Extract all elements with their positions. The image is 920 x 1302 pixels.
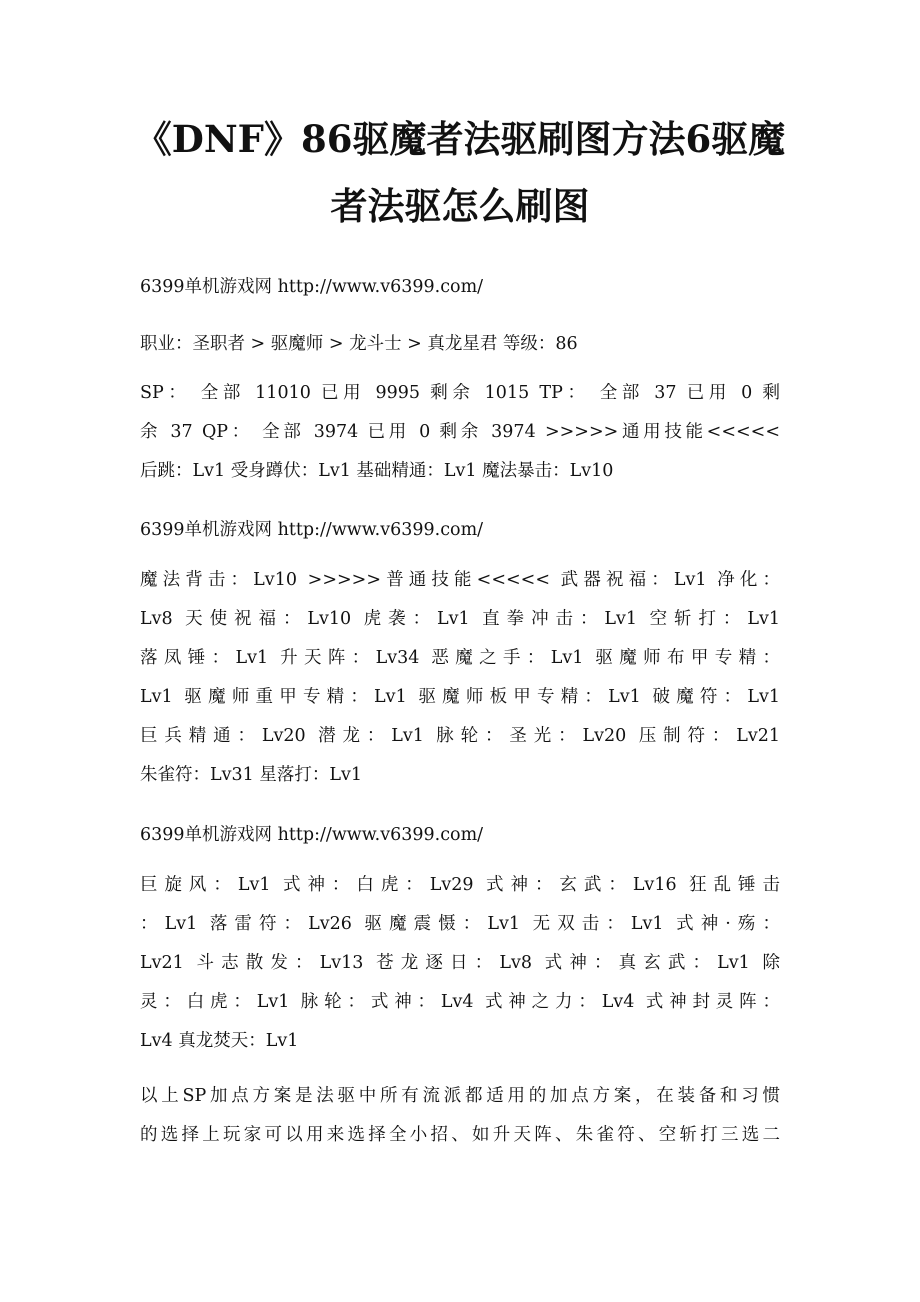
skills-row: Lv21 斗志散发：Lv13 苍龙逐日：Lv8 式神：真玄武：Lv1 除 [140, 953, 780, 973]
skills-row: 巨旋风：Lv1 式神：白虎：Lv29 式神：玄武：Lv16 狂乱锤击 [140, 875, 780, 895]
stats-row: SP： 全部 11010 已用 9995 剩余 1015 TP： 全部 37 已用 0 剩 [140, 383, 780, 403]
source-line-2: 6399单机游戏网 http://www.v6399.com/ [140, 520, 484, 540]
skills-row: Lv8 天使祝福：Lv10 虎袭：Lv1 直拳冲击：Lv1 空斩打：Lv1 [140, 609, 780, 629]
skills-row: ：Lv1 落雷符：Lv26 驱魔震慑：Lv1 无双击：Lv1 式神·殇： [140, 914, 780, 934]
title-line-1: 《DNF》86驱魔者法驱刷图方法6驱魔 [134, 117, 786, 161]
stats-row: 余 37 QP： 全部 3974 已用 0 剩余 3974 >>>>>通用技能<<<<< [140, 422, 780, 442]
career-line: 职业：圣职者 > 驱魔师 > 龙斗士 > 真龙星君 等级：86 [140, 334, 578, 354]
skills-row: 落凤锤：Lv1 升天阵：Lv34 恶魔之手：Lv1 驱魔师布甲专精： [140, 648, 780, 668]
skills-paragraph-1 [140, 561, 780, 795]
stats-paragraph [140, 374, 780, 491]
summary-row: 的选择上玩家可以用来选择全小招、如升天阵、朱雀符、空斩打三选二 [140, 1125, 780, 1145]
source-line-1: 6399单机游戏网 http://www.v6399.com/ [140, 277, 484, 297]
stats-row: 后跳：Lv1 受身蹲伏：Lv1 基础精通：Lv1 魔法暴击：Lv10 [140, 461, 614, 481]
document-title [120, 106, 800, 240]
skills-paragraph-2 [140, 866, 780, 1061]
skills-row: 灵：白虎：Lv1 脉轮：式神：Lv4 式神之力：Lv4 式神封灵阵： [140, 992, 780, 1012]
title-line-2: 者法驱怎么刷图 [330, 184, 590, 228]
skills-row: 朱雀符：Lv31 星落打：Lv1 [140, 765, 362, 785]
source-line-3: 6399单机游戏网 http://www.v6399.com/ [140, 825, 484, 845]
summary-paragraph [140, 1077, 780, 1155]
skills-row: 巨兵精通：Lv20 潜龙：Lv1 脉轮：圣光：Lv20 压制符：Lv21 [140, 726, 780, 746]
summary-row: 以上SP加点方案是法驱中所有流派都适用的加点方案，在装备和习惯 [140, 1086, 780, 1106]
skills-row: 魔法背击：Lv10 >>>>>普通技能<<<<< 武器祝福：Lv1 净化： [140, 570, 780, 590]
skills-row: Lv4 真龙焚天：Lv1 [140, 1031, 299, 1051]
skills-row: Lv1 驱魔师重甲专精：Lv1 驱魔师板甲专精：Lv1 破魔符：Lv1 [140, 687, 780, 707]
